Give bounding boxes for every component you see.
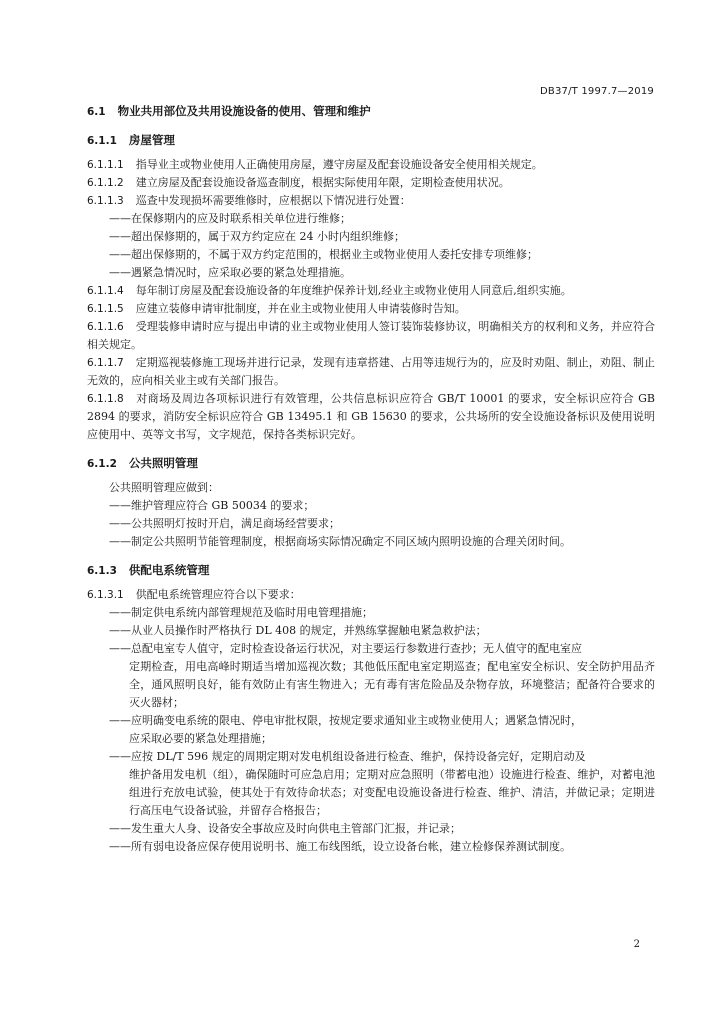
clause-6-1-1-5: 6.1.1.5 应建立装修申请审批制度，并在业主或物业使用人申请装修时告知。 [87, 302, 466, 315]
clause-6-1-1-4: 6.1.1.4 每年制订房屋及配套设施设备的年度维护保养计划,经业主或物业使用人同意后,组织实施。 [87, 284, 572, 297]
lighting-intro: 公共照明管理应做到： [109, 481, 219, 494]
dash-item: ——从业人员操作时严格执行 DL 408 的规定，并熟练掌握触电紧急救护法； [109, 624, 487, 637]
dash-item: ——所有弱电设备应保存使用说明书、施工布线图纸，设立设备台帐，建立检修保养测试制度。 [109, 840, 571, 853]
clause-6-1-1-2: 6.1.1.2 建立房屋及配套设施设备巡查制度，根据实际使用年限，定期检查使用状况。 [87, 176, 510, 189]
page-number: 2 [633, 939, 640, 950]
clause-6-1-1-7: 6.1.1.7 定期巡视装修施工现场并进行记录，发现有违章搭建、占用等违规行为的，应及时劝阻、制止，劝阻、制止无效的，应向相关业主或有关部门报告。 [87, 356, 655, 387]
clause-6-1-1-8: 6.1.1.8 对商场及周边各项标识进行有效管理，公共信息标识应符合 GB/T 10001 的要求，安全标识应符合 GB 2894 的要求，消防安全标识应符合 GB 13495.1 和 GB 15630 的要求，公共场所的安全设施设备标识及使用说明应使用中、英等文书写，文字规范，保持各类标识完好。 [87, 392, 655, 441]
dash-item: ——在保修期内的应及时联系相关单位进行维修； [109, 212, 351, 225]
dash-item: ——制定供电系统内部管理规范及临时用电管理措施； [109, 606, 373, 619]
section-heading-6-1: 6.1 物业共用部位及共用设施设备的使用、管理和维护 [87, 104, 371, 118]
dash-item: ——发生重大人身、设备安全事故应及时向供电主管部门汇报，并记录； [109, 822, 461, 835]
clause-6-1-1-6: 6.1.1.6 受理装修申请时应与提出申请的业主或物业使用人签订装饰装修协议，明确相关方的权利和义务，并应符合相关规定。 [87, 320, 655, 351]
dash-item: ——制定公共照明节能管理制度，根据商场实际情况确定不同区域内照明设施的合理关闭时间。 [109, 535, 571, 548]
dash-item: ——遇紧急情况时，应采取必要的紧急处理措施。 [109, 266, 351, 279]
section-heading-6-1-3: 6.1.3 供配电系统管理 [87, 563, 210, 577]
dash-item: ——超出保修期的，属于双方约定应在 24 小时内组织维修； [109, 230, 405, 243]
clause-6-1-3-1: 6.1.3.1 供配电系统管理应符合以下要求： [87, 588, 301, 601]
clause-6-1-1-1: 6.1.1.1 指导业主或物业使用人正确使用房屋，遵守房屋及配套设施设备安全使用相关规定。 [87, 158, 543, 171]
page-content [87, 102, 655, 856]
section-heading-6-1-2: 6.1.2 公共照明管理 [87, 456, 198, 470]
clause-6-1-1-3: 6.1.1.3 巡查中发现损坏需要维修时，应根据以下情况进行处置： [87, 194, 411, 207]
dash-item: ——总配电室专人值守，定时检查设备运行状况，对主要运行参数进行查抄；无人值守的配电室应 定期检查，用电高峰时期适当增加巡视次数；其他低压配电室定期巡查；配电室安全标识、安全防护用品齐全，通风照明良好，能有效防止有害生物进入；无有毒有害危险品及杂物存放，环境整洁；配备符合要求的灭火器材； [109, 642, 655, 709]
dash-item: ——应按 DL/T 596 规定的周期定期对发电机组设备进行检查、维护，保持设备完好，定期启动及 维护备用发电机（组），确保随时可应急启用；定期对应急照明（带蓄电池）设施进行检查、维护，对蓄电池组进行充放电试验，使其处于有效待命状态；对变配电设施设备进行检查、维护、清洁，并做记录；定期进行高压电气设备试验，并留存合格报告； [109, 750, 655, 817]
dash-item: ——应明确变电系统的限电、停电审批权限，按规定要求通知业主或物业使用人；遇紧急情况时， 应采取必要的紧急处理措施； [109, 714, 582, 745]
dash-item: ——超出保修期的，不属于双方约定范围的，根据业主或物业使用人委托安排专项维修； [109, 248, 538, 261]
dash-item: ——公共照明灯按时开启，满足商场经营要求； [109, 517, 340, 530]
standard-code: DB37/T 1997.7—2019 [540, 86, 654, 97]
section-heading-6-1-1: 6.1.1 房屋管理 [87, 133, 175, 147]
dash-item: ——维护管理应符合 GB 50034 的要求； [109, 499, 315, 512]
